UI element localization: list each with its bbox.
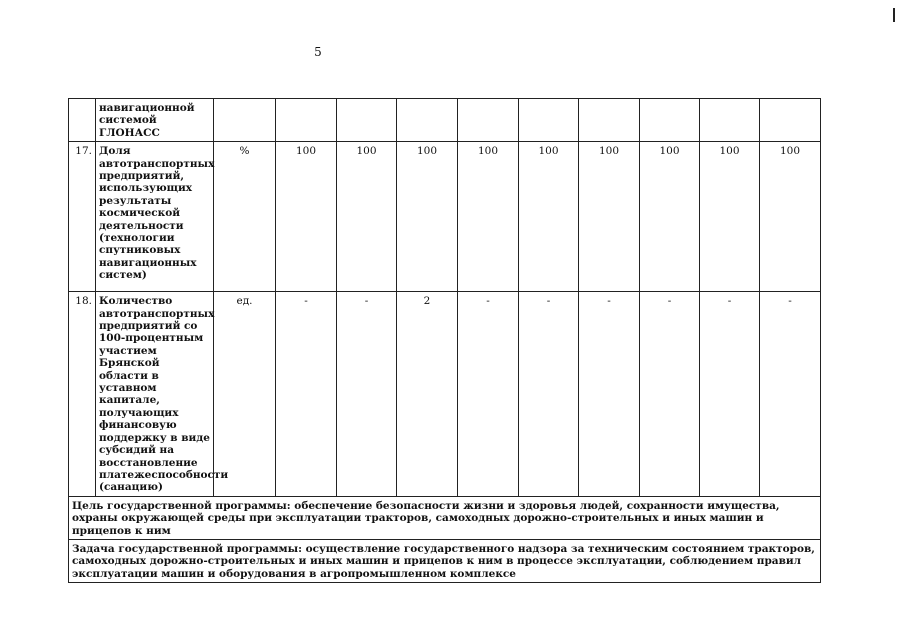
value-cell: - [640,292,700,497]
goal-row [69,496,821,539]
program-task: Задача государственной программы: осуществление государственного надзора за техническим состоянием тракторов, самоходных дорожно-строительных и иных машин и прицепов к ним в процессе эксплуатации, соблюдением правил эксплуатации машин и оборудования в агропромышленном комплексе [69,539,821,582]
value-cell: 100 [458,142,519,292]
value-cell: 100 [760,142,821,292]
program-goal: Цель государственной программы: обеспечение безопасности жизни и здоровья людей, сохранности имущества, охраны окружающей среды при эксплуатации тракторов, самоходных дорожно-строительных и иных машин и прицепов к ним [69,496,821,539]
value-cell [640,99,700,142]
unit-cell [214,99,276,142]
scan-mark [893,8,895,22]
value-cell: 100 [640,142,700,292]
value-cell: - [519,292,579,497]
value-cell: 2 [397,292,458,497]
value-cell: 100 [276,142,337,292]
value-cell [337,99,397,142]
table-row-continuation [69,99,821,142]
task-row [69,539,821,582]
value-cell: 100 [579,142,640,292]
unit-cell: ед. [214,292,276,497]
value-cell [519,99,579,142]
value-cell [276,99,337,142]
value-cell: - [458,292,519,497]
value-cell [760,99,821,142]
value-cell [579,99,640,142]
value-cell: 100 [397,142,458,292]
indicator-name-cell: Количество автотранспортных предприятий со 100-процентным участием Брянской области в уставном капитале, получающих финансовую поддержку в виде субсидий на восстановление платежеспособности (санацию) [96,292,214,497]
indicator-name-cell: Доля автотранспортных предприятий, использующих результаты космической деятельности (технологии спутниковых навигационных систем) [96,142,214,292]
row-number-cell: 18. [69,292,96,497]
unit-cell: % [214,142,276,292]
row-number-cell [69,99,96,142]
value-cell: 100 [519,142,579,292]
value-cell [700,99,760,142]
table-row [69,142,821,292]
indicator-name-cell: навигационной системой ГЛОНАСС [96,99,214,142]
value-cell [397,99,458,142]
value-cell [458,99,519,142]
table-row [69,292,821,497]
page-number: 5 [314,45,322,59]
row-number-cell: 17. [69,142,96,292]
value-cell: 100 [700,142,760,292]
value-cell: - [337,292,397,497]
value-cell: - [579,292,640,497]
value-cell: - [700,292,760,497]
value-cell: 100 [337,142,397,292]
value-cell: - [276,292,337,497]
indicators-table [68,98,821,583]
value-cell: - [760,292,821,497]
